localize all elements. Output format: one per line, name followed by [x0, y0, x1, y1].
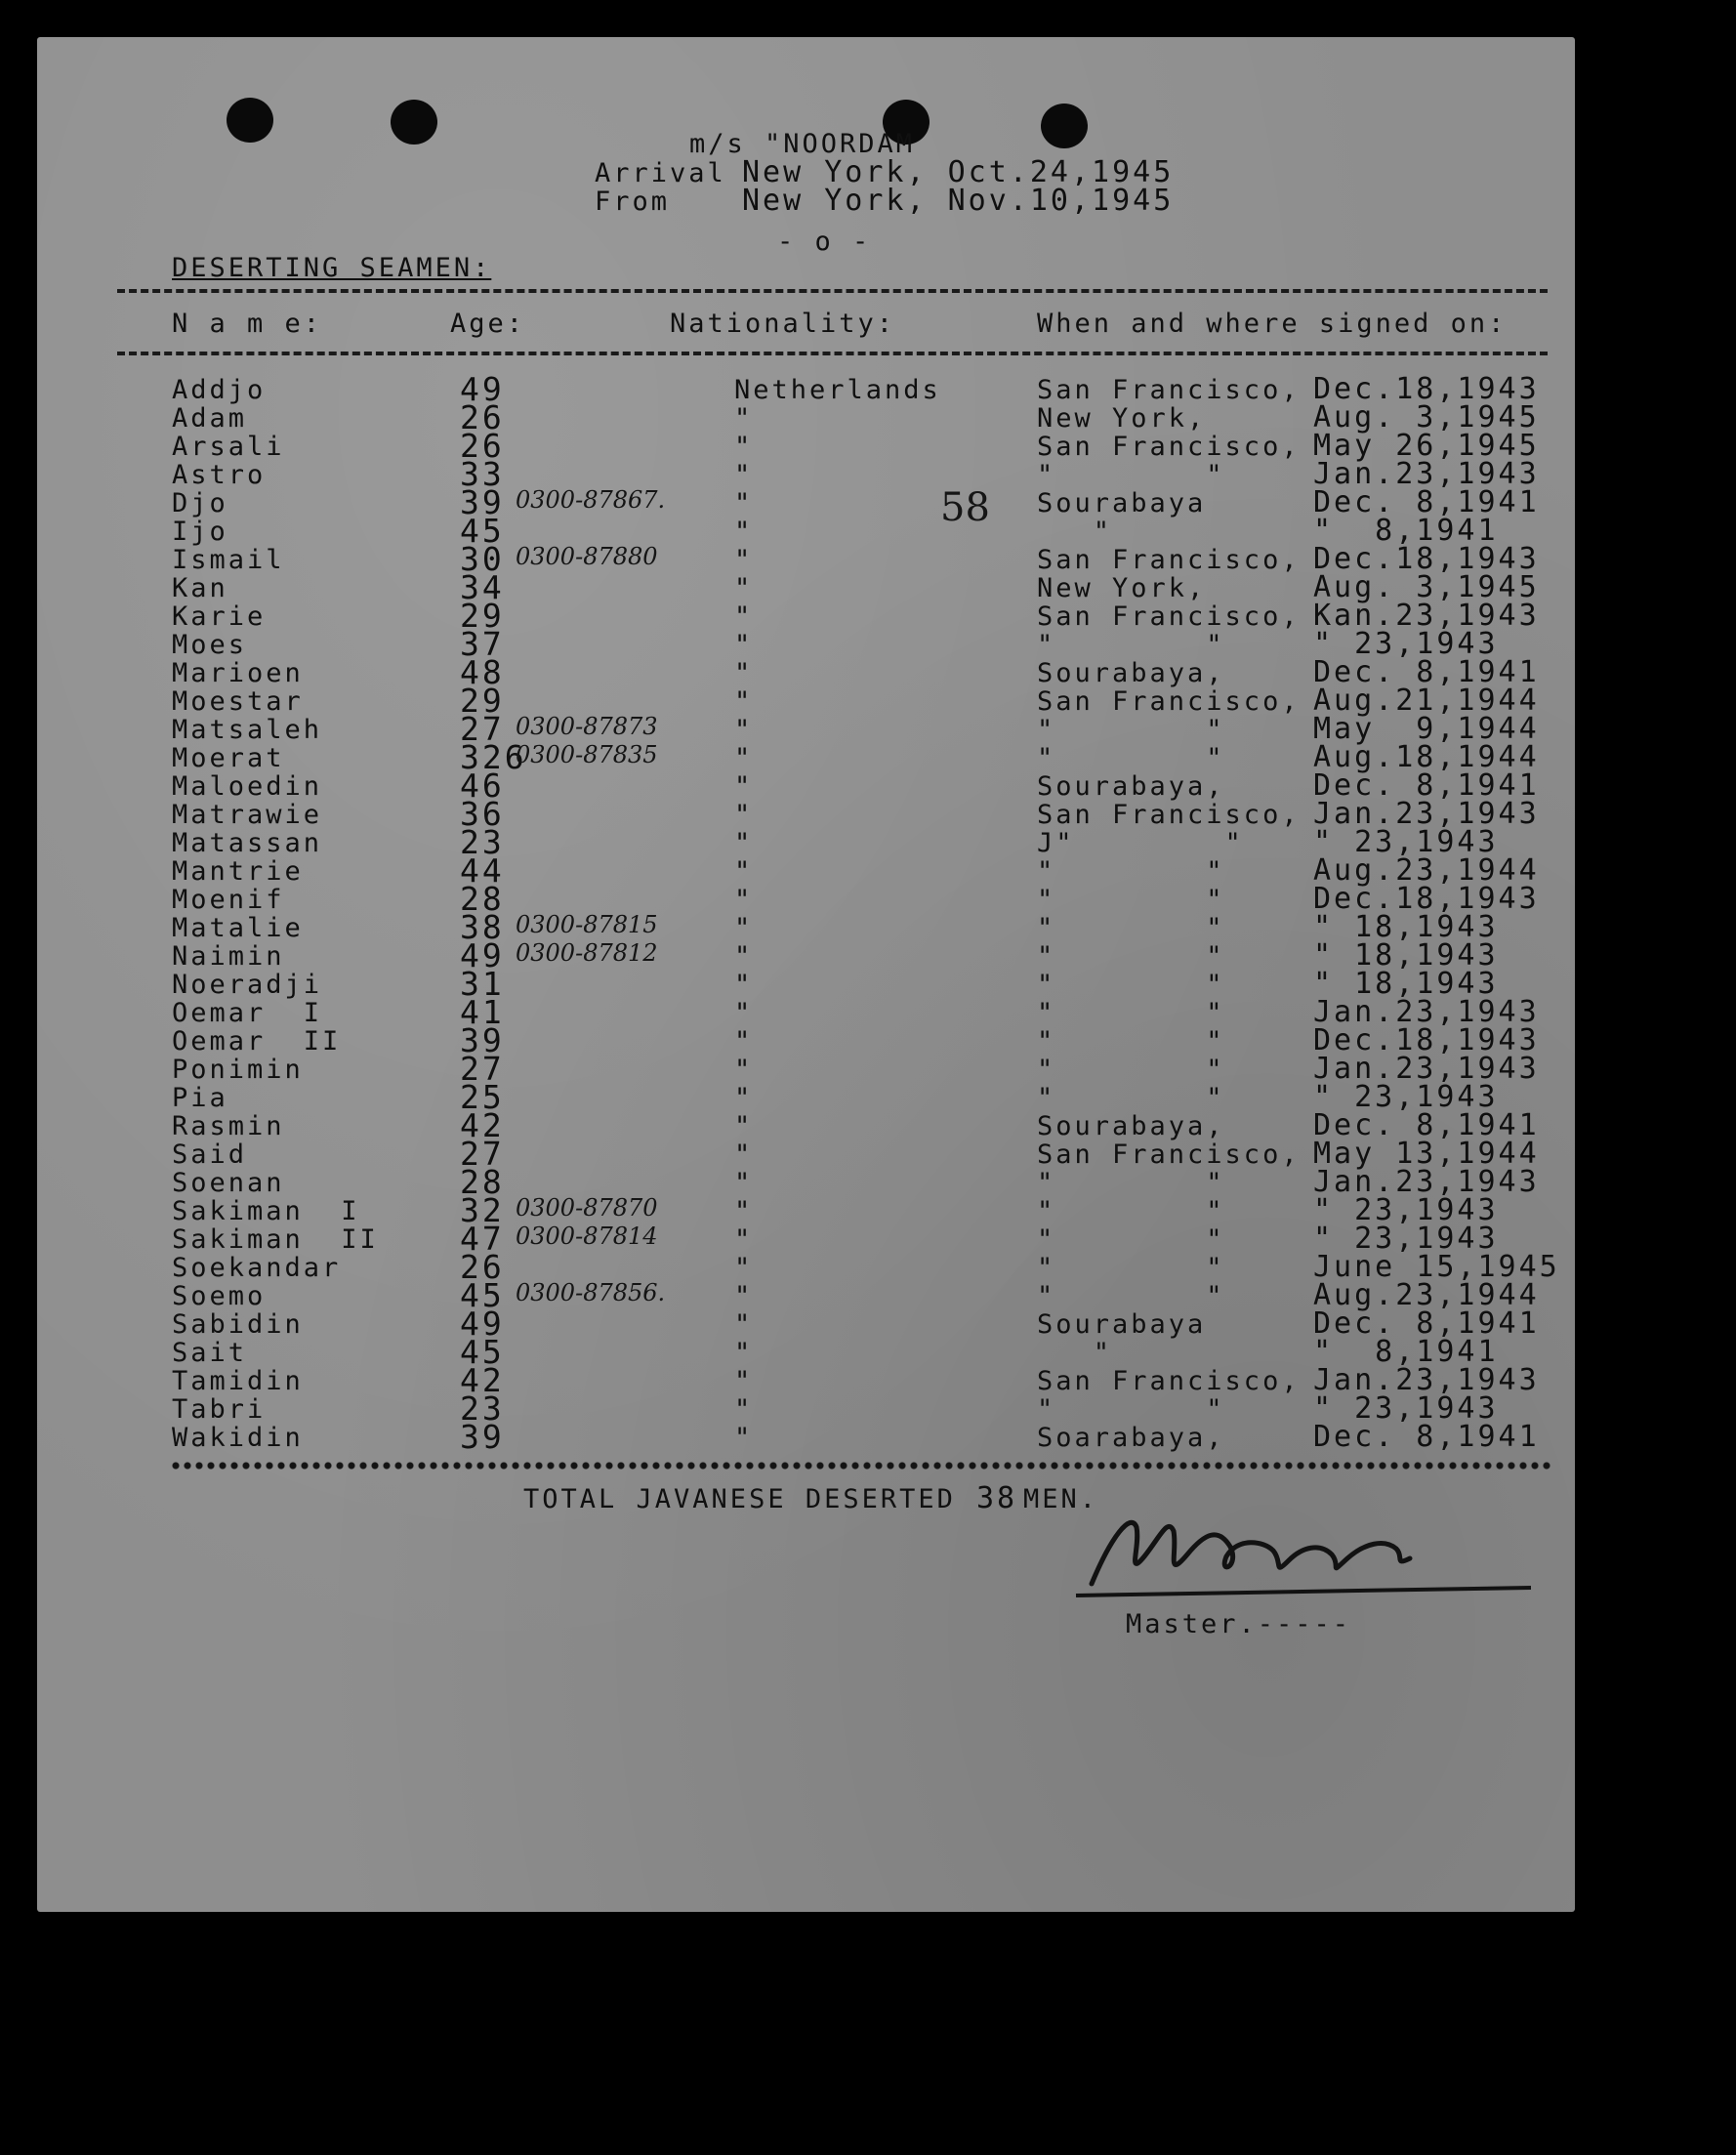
signed-on-date: Dec.18,1943: [1313, 372, 1540, 406]
seaman-age: 25: [460, 1078, 505, 1116]
signed-on-date: Dec. 8,1941: [1313, 655, 1540, 689]
seaman-name: Oemar I: [172, 998, 323, 1028]
signed-on-date: " 23,1943: [1313, 1391, 1499, 1426]
seaman-age: 47: [460, 1220, 505, 1258]
seaman-age: 27: [460, 710, 505, 748]
signed-on-place: San Francisco,: [1037, 1366, 1301, 1396]
seaman-age: 38: [460, 908, 505, 946]
signed-on-date: Jan.23,1943: [1313, 457, 1540, 491]
seaman-name: Sakiman I: [172, 1196, 360, 1226]
seaman-age: 49: [460, 936, 505, 974]
column-header-name: N a m e:: [172, 309, 323, 339]
seaman-nationality: ": [734, 686, 754, 717]
seaman-nationality: ": [734, 460, 754, 490]
signed-on-date: Jan.23,1943: [1313, 1363, 1540, 1397]
seaman-age: 326: [460, 738, 527, 776]
seaman-nationality: ": [734, 630, 754, 660]
signed-on-date: Dec. 8,1941: [1313, 1306, 1540, 1341]
signed-on-place: San Francisco,: [1037, 375, 1301, 405]
signed-on-place: Soarabaya,: [1037, 1423, 1225, 1453]
seaman-name: Mantrie: [172, 856, 304, 887]
signed-on-place: " ": [1037, 1281, 1225, 1311]
seaman-name: Tamidin: [172, 1366, 304, 1396]
signed-on-place: ": [1037, 517, 1113, 547]
signed-on-date: Kan.23,1943: [1313, 599, 1540, 633]
signed-on-place: ": [1037, 1338, 1113, 1368]
seaman-age: 39: [460, 1021, 505, 1059]
section-title: DESERTING SEAMEN:: [172, 253, 492, 283]
signed-on-date: " 18,1943: [1313, 910, 1499, 944]
seaman-age: 46: [460, 767, 505, 805]
signed-on-place: " ": [1037, 1055, 1225, 1085]
signed-on-date: May 9,1944: [1313, 712, 1540, 746]
signed-on-date: " 8,1941: [1313, 514, 1499, 548]
signed-on-place: San Francisco,: [1037, 432, 1301, 462]
seaman-name: Karie: [172, 601, 267, 632]
master-signature: [1072, 1498, 1550, 1605]
seaman-age: 45: [460, 1276, 505, 1314]
signed-on-place: San Francisco,: [1037, 601, 1301, 632]
seaman-name: Matalie: [172, 913, 304, 943]
seaman-name: Maloedin: [172, 771, 323, 802]
seaman-nationality: ": [734, 1026, 754, 1057]
signed-on-date: " 18,1943: [1313, 938, 1499, 973]
seaman-name: Matassan: [172, 828, 323, 858]
signed-on-date: Aug. 3,1945: [1313, 400, 1540, 435]
seaman-name: Ijo: [172, 517, 228, 547]
signed-on-date: " 23,1943: [1313, 627, 1499, 661]
seaman-nationality: ": [734, 885, 754, 915]
seaman-name: Kan: [172, 573, 228, 603]
punch-hole: [1041, 104, 1088, 148]
header-divider: [117, 289, 1548, 293]
seaman-nationality: ": [734, 601, 754, 632]
seaman-nationality: ": [734, 1140, 754, 1170]
seaman-name: Soekandar: [172, 1253, 342, 1283]
seaman-name: Moes: [172, 630, 248, 660]
seaman-name: Naimin: [172, 941, 285, 972]
handwritten-number: 0300-87870: [516, 1194, 658, 1222]
seaman-nationality: ": [734, 1111, 754, 1141]
seaman-nationality: ": [734, 1083, 754, 1113]
signed-on-place: New York,: [1037, 573, 1207, 603]
handwritten-number: 0300-87856.: [516, 1279, 666, 1306]
signed-on-place: J" ": [1037, 828, 1244, 858]
signed-on-date: " 23,1943: [1313, 825, 1499, 859]
total-count: 38: [976, 1481, 1018, 1515]
signed-on-date: Dec.18,1943: [1313, 542, 1540, 576]
column-header-nationality: Nationality:: [670, 309, 896, 339]
seaman-age: 42: [460, 1361, 505, 1399]
seaman-name: Noeradji: [172, 970, 323, 1000]
seaman-name: Tabri: [172, 1394, 267, 1425]
signed-on-date: Dec.18,1943: [1313, 882, 1540, 916]
column-header-signed-on: When and where signed on:: [1037, 309, 1508, 339]
seaman-age: 48: [460, 653, 505, 691]
seaman-age: 45: [460, 512, 505, 550]
seaman-age: 42: [460, 1106, 505, 1144]
signed-on-date: Aug.23,1944: [1313, 1278, 1540, 1312]
seaman-age: 36: [460, 795, 505, 833]
seaman-nationality: ": [734, 1281, 754, 1311]
signed-on-place: San Francisco,: [1037, 686, 1301, 717]
signed-on-place: Sourabaya,: [1037, 658, 1225, 688]
signed-on-date: " 23,1943: [1313, 1080, 1499, 1114]
seaman-name: Djo: [172, 488, 228, 518]
signed-on-date: Jan.23,1943: [1313, 1052, 1540, 1086]
seaman-age: 49: [460, 370, 505, 408]
seaman-name: Matrawie: [172, 800, 323, 830]
punch-hole: [391, 100, 437, 145]
seaman-name: Sait: [172, 1338, 248, 1368]
seaman-age: 28: [460, 880, 505, 918]
seaman-name: Said: [172, 1140, 248, 1170]
seaman-age: 29: [460, 597, 505, 635]
seaman-nationality: ": [734, 743, 754, 773]
seaman-age: 39: [460, 483, 505, 521]
signed-on-place: " ": [1037, 743, 1225, 773]
seaman-nationality: ": [734, 488, 754, 518]
seaman-name: Soemo: [172, 1281, 267, 1311]
seaman-age: 41: [460, 993, 505, 1031]
signed-on-place: Sourabaya,: [1037, 1111, 1225, 1141]
seaman-name: Pia: [172, 1083, 228, 1113]
punch-hole: [227, 98, 273, 143]
seaman-nationality: ": [734, 1055, 754, 1085]
seaman-name: Ismail: [172, 545, 285, 575]
seaman-age: 39: [460, 1418, 505, 1456]
seaman-nationality: ": [734, 573, 754, 603]
signed-on-date: " 18,1943: [1313, 967, 1499, 1001]
seaman-nationality: ": [734, 403, 754, 434]
from-label: From: [595, 186, 671, 217]
seaman-nationality: ": [734, 913, 754, 943]
seaman-name: Adam: [172, 403, 248, 434]
signed-on-place: " ": [1037, 1394, 1225, 1425]
signed-on-date: Dec.18,1943: [1313, 1023, 1540, 1057]
handwritten-number: 0300-87815: [516, 911, 658, 938]
signed-on-place: " ": [1037, 715, 1225, 745]
handwritten-number: 0300-87812: [516, 939, 658, 967]
seaman-nationality: ": [734, 828, 754, 858]
seaman-nationality: ": [734, 970, 754, 1000]
signed-on-place: San Francisco,: [1037, 800, 1301, 830]
from-value: New York, Nov.10,1945: [742, 184, 1175, 218]
seaman-name: Rasmin: [172, 1111, 285, 1141]
seaman-nationality: ": [734, 432, 754, 462]
signed-on-date: May 26,1945: [1313, 429, 1540, 463]
signed-on-place: " ": [1037, 998, 1225, 1028]
signed-on-place: Sourabaya: [1037, 1309, 1207, 1340]
seaman-age: 37: [460, 625, 505, 663]
seaman-age: 30: [460, 540, 505, 578]
signed-on-place: " ": [1037, 1168, 1225, 1198]
signed-on-date: Aug.21,1944: [1313, 684, 1540, 718]
seaman-name: Matsaleh: [172, 715, 323, 745]
arrival-label: Arrival: [595, 158, 726, 188]
signed-on-date: Dec. 8,1941: [1313, 1420, 1540, 1454]
signed-on-place: " ": [1037, 913, 1225, 943]
signed-on-date: " 8,1941: [1313, 1335, 1499, 1369]
signed-on-place: " ": [1037, 885, 1225, 915]
handwritten-number: 0300-87880: [516, 543, 658, 570]
seaman-nationality: ": [734, 800, 754, 830]
seaman-name: Marioen: [172, 658, 304, 688]
handwritten-number: 0300-87867.: [516, 486, 666, 514]
seaman-nationality: ": [734, 1196, 754, 1226]
column-divider: [117, 352, 1548, 355]
signed-on-date: Aug. 3,1945: [1313, 570, 1540, 604]
seaman-age: 27: [460, 1050, 505, 1088]
seaman-nationality: ": [734, 658, 754, 688]
signed-on-date: Dec. 8,1941: [1313, 768, 1540, 803]
signed-on-date: " 23,1943: [1313, 1193, 1499, 1227]
seaman-nationality: ": [734, 517, 754, 547]
signed-on-place: New York,: [1037, 403, 1207, 434]
seaman-nationality: ": [734, 771, 754, 802]
seaman-name: Oemar II: [172, 1026, 342, 1057]
seaman-age: 26: [460, 398, 505, 436]
seaman-age: 32: [460, 1191, 505, 1229]
seaman-age: 26: [460, 1248, 505, 1286]
seaman-name: Moestar: [172, 686, 304, 717]
signed-on-date: Jan.23,1943: [1313, 797, 1540, 831]
seaman-name: Moerat: [172, 743, 285, 773]
handwritten-number: 0300-87873: [516, 713, 658, 740]
signed-on-place: " ": [1037, 1253, 1225, 1283]
signed-on-place: " ": [1037, 1026, 1225, 1057]
arrival-value: New York, Oct.24,1945: [742, 155, 1175, 189]
seaman-name: Astro: [172, 460, 267, 490]
signed-on-date: June 15,1945: [1313, 1250, 1560, 1284]
signed-on-place: Sourabaya: [1037, 488, 1207, 518]
total-unit: MEN.: [1023, 1484, 1099, 1514]
handwritten-number: 0300-87814: [516, 1223, 658, 1250]
seaman-age: 33: [460, 455, 505, 493]
total-label: TOTAL JAVANESE DESERTED: [523, 1484, 956, 1514]
signed-on-place: San Francisco,: [1037, 1140, 1301, 1170]
seaman-age: 34: [460, 568, 505, 606]
signed-on-date: Jan.23,1943: [1313, 1165, 1540, 1199]
seaman-nationality: ": [734, 1224, 754, 1255]
signed-on-place: " ": [1037, 856, 1225, 887]
seaman-age: 27: [460, 1135, 505, 1173]
seaman-name: Moenif: [172, 885, 285, 915]
seaman-age: 23: [460, 1389, 505, 1428]
seaman-nationality: ": [734, 715, 754, 745]
signed-on-place: " ": [1037, 941, 1225, 972]
seaman-name: Ponimin: [172, 1055, 304, 1085]
seaman-name: Arsali: [172, 432, 285, 462]
seaman-nationality: ": [734, 1394, 754, 1425]
seaman-nationality: ": [734, 1253, 754, 1283]
signed-on-date: Aug.18,1944: [1313, 740, 1540, 774]
document-page: [37, 37, 1575, 1912]
signed-on-place: Sourabaya,: [1037, 771, 1225, 802]
seaman-age: 31: [460, 965, 505, 1003]
seaman-nationality: ": [734, 1366, 754, 1396]
seaman-nationality: ": [734, 1423, 754, 1453]
seaman-name: Sakiman II: [172, 1224, 379, 1255]
column-header-age: Age:: [450, 309, 526, 339]
signed-on-place: San Francisco,: [1037, 545, 1301, 575]
signed-on-date: Dec. 8,1941: [1313, 1108, 1540, 1142]
seaman-age: 44: [460, 851, 505, 890]
signed-on-place: " ": [1037, 1083, 1225, 1113]
seaman-nationality: ": [734, 1168, 754, 1198]
seaman-nationality: ": [734, 1338, 754, 1368]
signed-on-date: " 23,1943: [1313, 1222, 1499, 1256]
signed-on-place: " ": [1037, 1224, 1225, 1255]
seaman-name: Sabidin: [172, 1309, 304, 1340]
seaman-nationality: ": [734, 545, 754, 575]
master-label: Master.-----: [1126, 1609, 1352, 1639]
seaman-nationality: ": [734, 998, 754, 1028]
seaman-nationality: ": [734, 1309, 754, 1340]
seaman-age: 23: [460, 823, 505, 861]
list-end-divider: [170, 1461, 1551, 1471]
seaman-name: Soenan: [172, 1168, 285, 1198]
signed-on-date: Aug.23,1944: [1313, 853, 1540, 888]
signed-on-date: Jan.23,1943: [1313, 995, 1540, 1029]
seaman-name: Wakidin: [172, 1423, 304, 1453]
ship-name: m/s "NOORDAM: [689, 129, 916, 159]
signed-on-place: " ": [1037, 1196, 1225, 1226]
handwritten-number: 0300-87835: [516, 741, 658, 768]
separator-mark: - o -: [777, 227, 872, 257]
seaman-name: Addjo: [172, 375, 267, 405]
seaman-nationality: ": [734, 856, 754, 887]
seaman-age: 29: [460, 682, 505, 720]
signed-on-date: May 13,1944: [1313, 1137, 1540, 1171]
seaman-age: 45: [460, 1333, 505, 1371]
seaman-age: 28: [460, 1163, 505, 1201]
signed-on-place: " ": [1037, 460, 1225, 490]
signed-on-place: " ": [1037, 970, 1225, 1000]
seaman-age: 26: [460, 427, 505, 465]
seaman-nationality: ": [734, 941, 754, 972]
table-row: [37, 1418, 1575, 1456]
seaman-age: 49: [460, 1305, 505, 1343]
seaman-nationality: Netherlands: [734, 375, 941, 405]
signed-on-place: " ": [1037, 630, 1225, 660]
signed-on-date: Dec. 8,1941: [1313, 485, 1540, 519]
stamp-number: 58: [940, 485, 990, 530]
